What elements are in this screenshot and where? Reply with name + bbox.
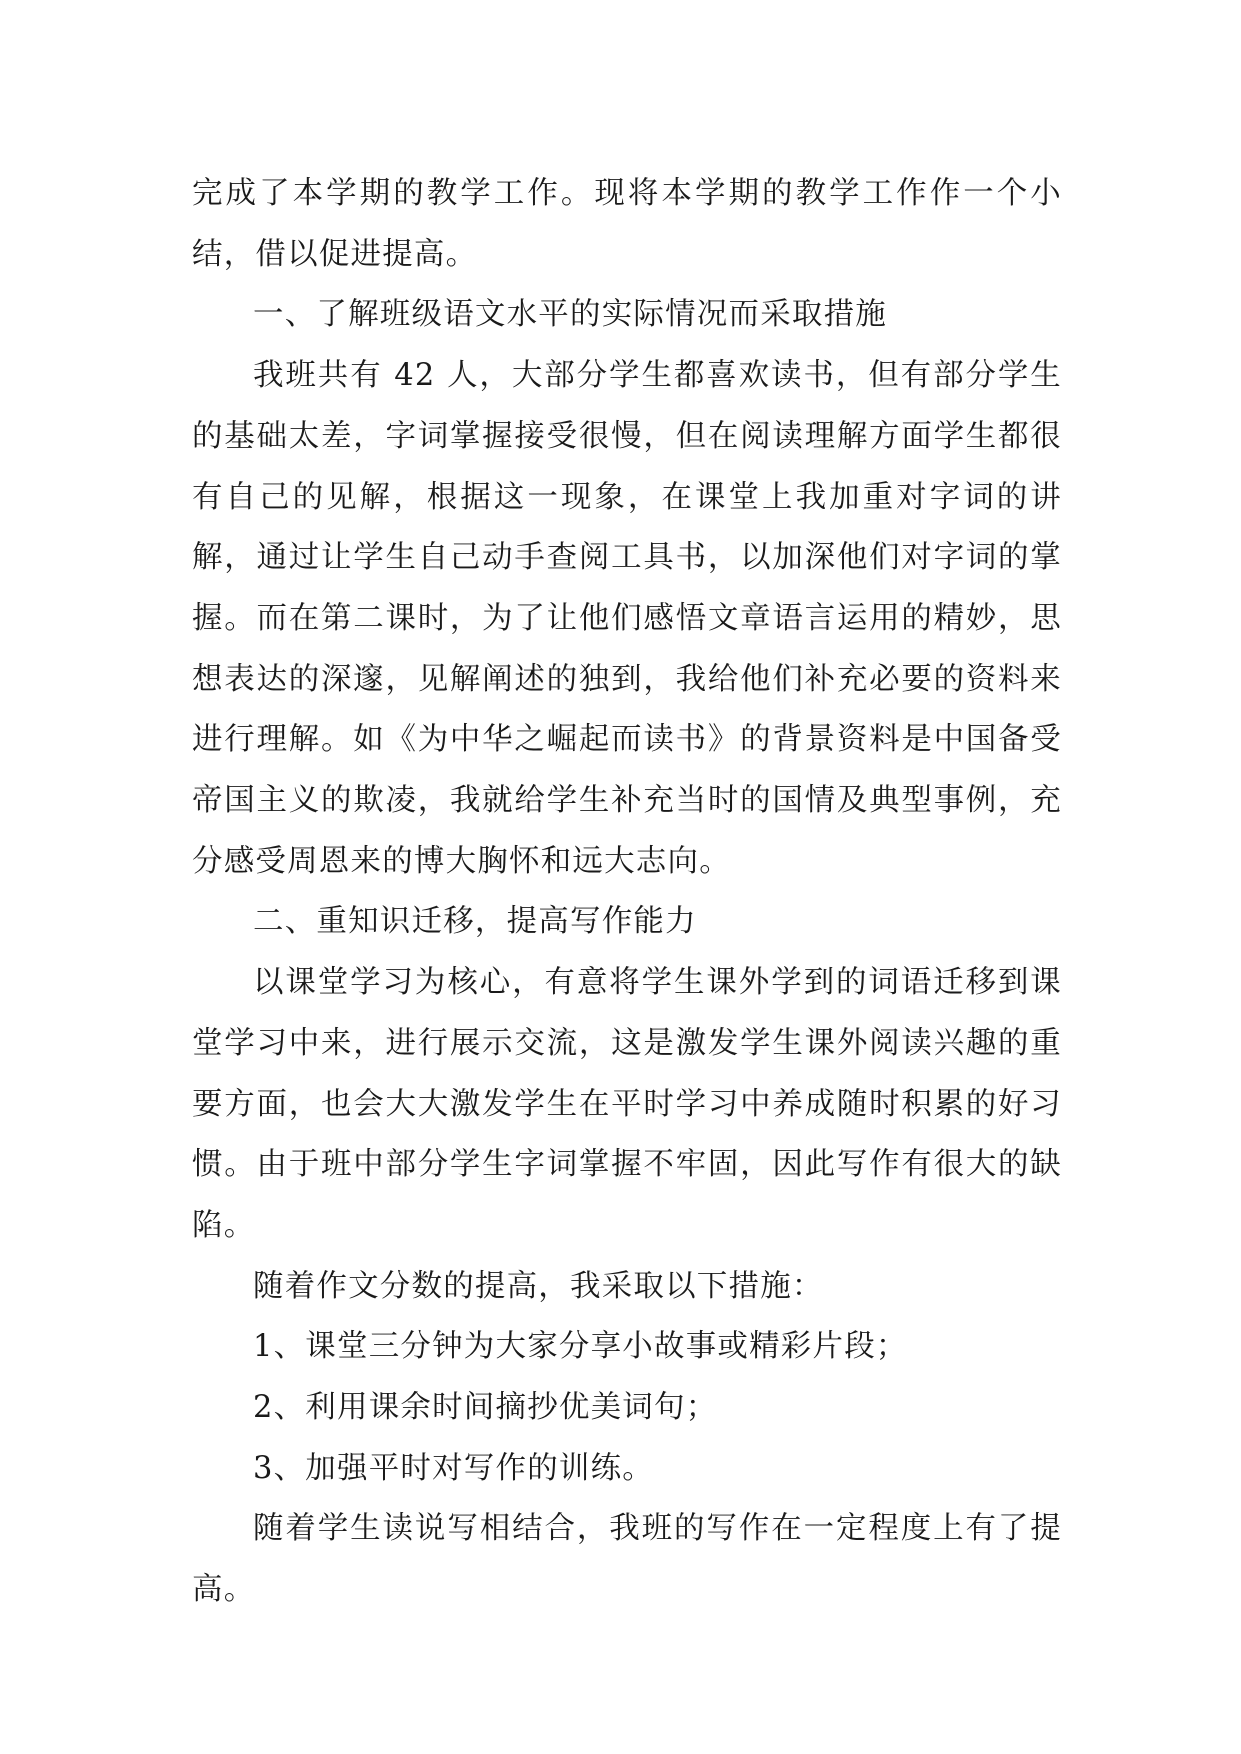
paragraph-intro-continuation: 完成了本学期的教学工作。现将本学期的教学工作作一个小结，借以促进提高。 [192, 176, 1062, 272]
list-item-measure-1: 1、课堂三分钟为大家分享小故事或精彩片段； [253, 1329, 908, 1365]
list-item-measure-2: 2、利用课余时间摘抄优美词句； [253, 1390, 718, 1426]
paragraph-section-2: 以课堂学习为核心，有意将学生课外学到的词语迁移到课堂学习中来，进行展示交流，这是激发学生课外阅读兴趣的重要方面，也会大大激发学生在平时学习中养成随时积累的好习惯。由于班中部分学生字词掌握不牢固，因此写作有很大的缺陷。 [192, 965, 1062, 1243]
paragraph-conclusion: 随着学生读说写相结合，我班的写作在一定程度上有了提高。 [192, 1511, 1062, 1608]
section-heading-2: 二、重知识迁移，提高写作能力 [253, 904, 697, 940]
document-body [192, 164, 1062, 1621]
list-item-measure-3: 3、加强平时对写作的训练。 [253, 1450, 655, 1486]
paragraph-section-1: 我班共有 42 人，大部分学生都喜欢读书，但有部分学生的基础太差，字词掌握接受很慢，但在阅读理解方面学生都很有自己的见解，根据这一现象，在课堂上我加重对字词的讲解，通过让学生自己动手查阅工具书，以加深他们对字词的掌握。而在第二课时，为了让他们感悟文章语言运用的精妙，思想表达的深邃，见解阐述的独到，我给他们补充必要的资料来进行理解。如《为中华之崛起而读书》的背景资料是中国备受帝国主义的欺凌，我就给学生补充当时的国情及典型事例，充分感受周恩来的博大胸怀和远大志向。 [192, 358, 1062, 879]
section-heading-1: 一、了解班级语文水平的实际情况而采取措施 [253, 297, 887, 333]
paragraph-measures-intro: 随着作文分数的提高，我采取以下措施： [253, 1268, 824, 1304]
